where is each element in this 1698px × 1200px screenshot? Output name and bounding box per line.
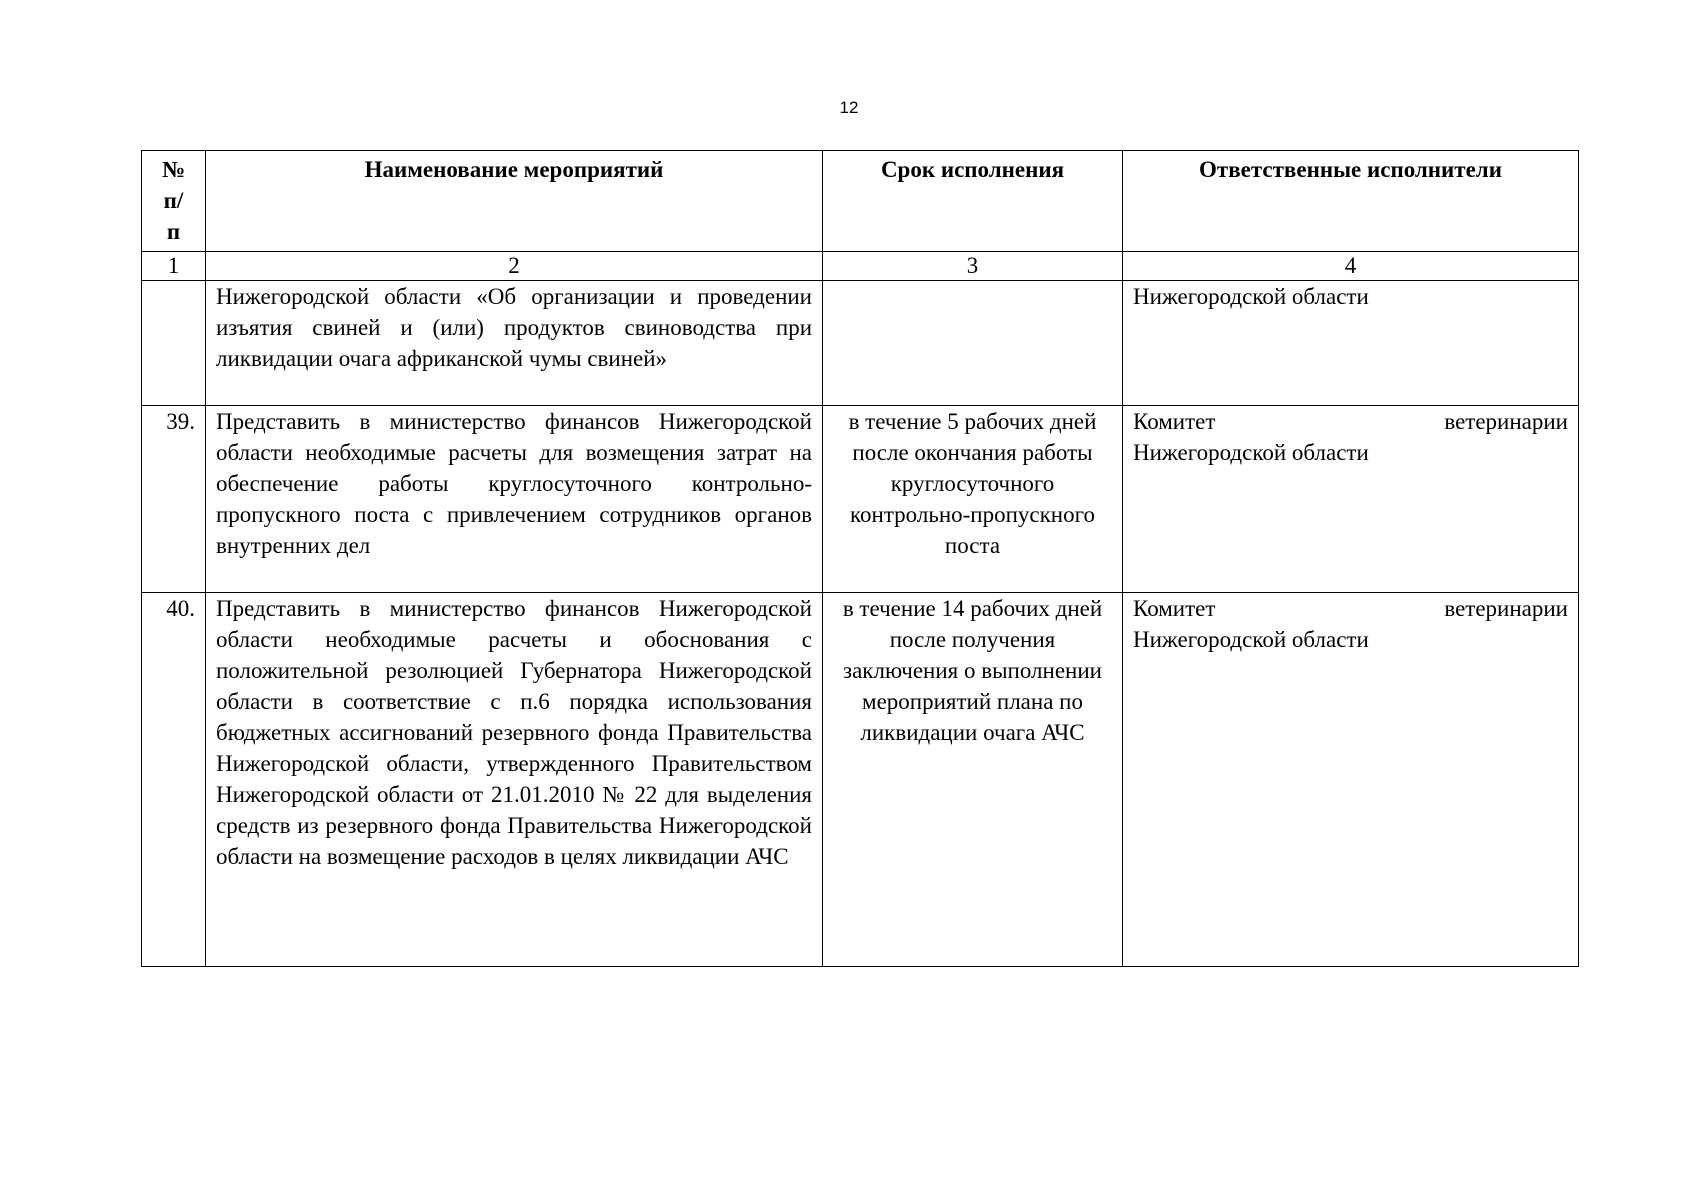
- column-number: 4: [1123, 252, 1579, 281]
- row-number: 39.: [142, 406, 206, 593]
- header-measure: Наименование мероприятий: [206, 151, 823, 252]
- row-deadline: [823, 281, 1123, 406]
- responsible-line-2: Нижегородской области: [1133, 627, 1369, 652]
- responsible-line-1: Комитет ветеринарии: [1133, 409, 1568, 434]
- row-responsible: [1123, 406, 1579, 593]
- column-numbers-row: [142, 252, 1579, 281]
- row-measure: Представить в министерство финансов Нижегородской области необходимые расчеты для возмещения затрат на обеспечение работы круглосуточного контрольно-пропускного поста с привлечением сотрудников органов внутренних дел: [206, 406, 823, 593]
- row-measure: Представить в министерство финансов Нижегородской области необходимые расчеты и обоснования с положительной резолюцией Губернатора Нижегородской области в соответствие с п.6 порядка использования бюджетных ассигнований резервного фонда Правительства Нижегородской области, утвержденного Правительством Нижегородской области от 21.01.2010 № 22 для выделения средств из резервного фонда Правительства Нижегородской области на возмещение расходов в целях ликвидации АЧС: [206, 593, 823, 967]
- responsible-line-2: Нижегородской области: [1133, 440, 1369, 465]
- row-number: [142, 281, 206, 406]
- row-responsible: [1123, 281, 1579, 406]
- responsible-line-2: Нижегородской области: [1133, 284, 1369, 309]
- header-number: № п/п: [142, 151, 206, 252]
- column-number: 1: [142, 252, 206, 281]
- measures-table: [141, 150, 1579, 967]
- column-number: 2: [206, 252, 823, 281]
- row-responsible: [1123, 593, 1579, 967]
- row-deadline: в течение 5 рабочих дней после окончания работы круглосуточного контрольно-пропускного поста: [823, 406, 1123, 593]
- table-row: [142, 281, 1579, 406]
- header-deadline: Срок исполнения: [823, 151, 1123, 252]
- row-deadline: в течение 14 рабочих дней после получения заключения о выполнении мероприятий плана по ликвидации очага АЧС: [823, 593, 1123, 967]
- table-row: [142, 593, 1579, 967]
- row-measure: Нижегородской области «Об организации и проведении изъятия свиней и (или) продуктов свиноводства при ликвидации очага африканской чумы свиней»: [206, 281, 823, 406]
- column-number: 3: [823, 252, 1123, 281]
- table-header-row: [142, 151, 1579, 252]
- responsible-line-1: Комитет ветеринарии: [1133, 596, 1568, 621]
- page-number: 12: [839, 98, 859, 117]
- header-responsible: Ответственные исполнители: [1123, 151, 1579, 252]
- row-number: 40.: [142, 593, 206, 967]
- table-row: [142, 406, 1579, 593]
